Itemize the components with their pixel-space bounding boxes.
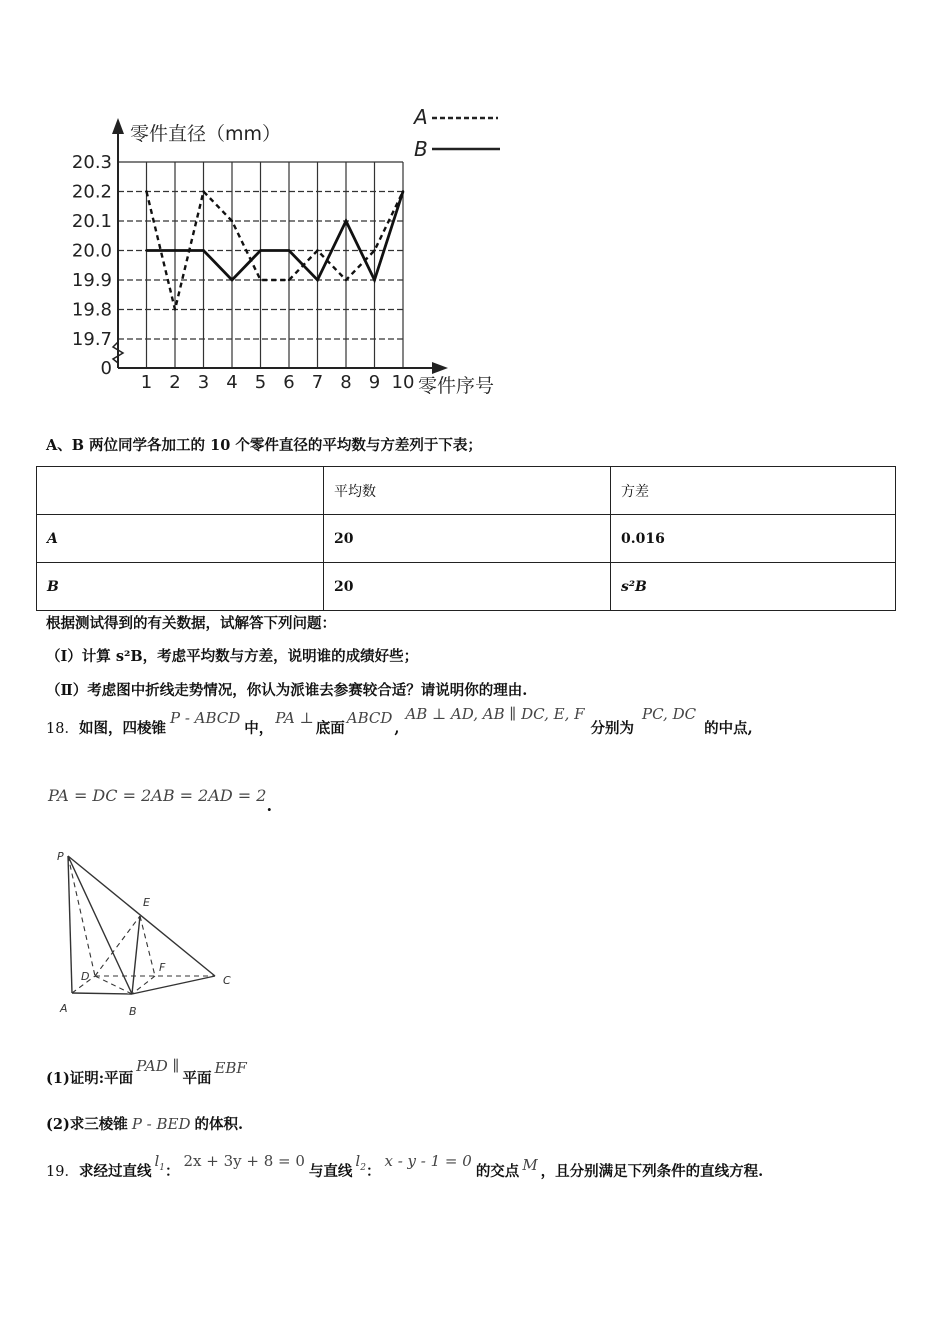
problem-number: 19．: [46, 1164, 79, 1180]
x-tick-label: 6: [283, 372, 295, 393]
table-row: [37, 563, 896, 611]
data-point-a: [288, 279, 290, 281]
table-header-cell: 平均数: [324, 467, 611, 515]
data-point-a: [174, 308, 176, 310]
table-cell: A: [37, 515, 324, 563]
text: 分别为: [590, 720, 635, 737]
text: 的交点: [475, 1163, 520, 1180]
pyramid-figure: [40, 840, 250, 1025]
text: 平面: [182, 1070, 212, 1087]
fig-label-p: P: [57, 850, 64, 863]
data-point-b: [231, 279, 233, 281]
question-line: 根据测试得到的有关数据，试解答下列问题：: [46, 615, 336, 632]
y-tick-label: 0: [100, 358, 112, 379]
data-point-a: [145, 190, 147, 192]
text: (1)证明:平面: [46, 1070, 134, 1087]
x-axis-arrow-icon: [432, 362, 448, 374]
data-point-b: [316, 279, 318, 281]
text: 底面: [315, 720, 345, 737]
math: l: [355, 1152, 361, 1170]
math: EBF: [214, 1059, 247, 1077]
intro-text: A、B 两位同学各加工的 10 个零件直径的平均数与方差列于下表；: [46, 437, 482, 454]
x-tick-label: 4: [226, 372, 238, 393]
question-line: （Ⅰ）计算 s²B，考虑平均数与方差，说明谁的成绩好些；: [46, 648, 419, 665]
data-point-a: [373, 249, 375, 251]
data-point-b: [145, 249, 147, 251]
table-header-cell: [37, 467, 324, 515]
y-axis-label: 零件直径（mm）: [130, 123, 282, 145]
math-subscript: 2: [360, 1163, 366, 1173]
x-axis-label: 零件序号: [418, 375, 495, 397]
x-tick-label: 10: [391, 372, 415, 393]
data-point-a: [316, 249, 318, 251]
x-tick-label: 2: [169, 372, 181, 393]
fig-label-c: C: [223, 974, 231, 987]
data-point-b: [373, 279, 375, 281]
math: x - y - 1 = 0: [384, 1152, 472, 1170]
fig-label-d: D: [81, 970, 90, 983]
y-tick-label: 19.8: [71, 299, 112, 321]
data-point-b: [345, 220, 347, 222]
legend-label-a: A: [414, 105, 428, 129]
x-tick-label: 9: [368, 372, 381, 393]
data-point-b: [288, 249, 290, 251]
text: ,: [394, 720, 400, 737]
math: P - BED: [131, 1115, 191, 1133]
math: 2x + 3y + 8 = 0: [183, 1152, 305, 1170]
text: 的中点,: [704, 720, 753, 737]
text: 如图，四棱锥: [78, 720, 166, 737]
table-row: [37, 515, 896, 563]
data-point-b: [174, 249, 176, 251]
y-tick-label: 19.9: [71, 270, 112, 291]
table-cell: 20: [324, 563, 611, 611]
y-tick-label: 20.3: [71, 152, 112, 173]
x-tick-label: 1: [140, 372, 153, 393]
text: 中，: [244, 720, 274, 737]
math: PAD ∥: [136, 1057, 180, 1075]
data-point-b: [259, 249, 261, 251]
math: P - ABCD: [169, 709, 241, 727]
text: ，且分别满足下列条件的直线方程.: [540, 1163, 764, 1180]
text: ：: [365, 1163, 381, 1180]
y-tick-label: 20.2: [71, 181, 112, 203]
y-tick-label: 20.1: [71, 211, 112, 232]
math: PA = DC = 2AB = 2AD = 2: [48, 786, 267, 805]
fig-label-a: A: [60, 1002, 68, 1015]
table-cell: 20: [324, 515, 611, 563]
math: [154, 1152, 165, 1173]
text: (2)求三棱锥: [46, 1116, 128, 1133]
problem-number: 18．: [46, 721, 79, 737]
math: PC, DC: [642, 705, 697, 723]
problem-18-line1: [46, 705, 753, 739]
table-cell: s²B: [611, 563, 896, 611]
data-point-a: [345, 279, 347, 281]
table-cell: B: [37, 563, 324, 611]
fig-label-f: F: [159, 961, 166, 974]
data-point-b: [402, 190, 404, 192]
data-point-a: [259, 279, 261, 281]
math: ABCD: [346, 709, 393, 727]
stats-table: [36, 466, 896, 611]
problem-18-part2: [46, 1114, 243, 1135]
question-line: （Ⅱ）考虑图中折线走势情况，你认为派谁去参赛较合适？请说明你的理由.: [46, 682, 528, 699]
data-point-a: [202, 190, 204, 192]
data-point-a: [231, 220, 233, 222]
chart-axes: [112, 118, 448, 374]
fig-label-e: E: [143, 896, 150, 909]
data-point-b: [202, 249, 204, 251]
x-tick-label: 8: [340, 372, 352, 393]
table-cell: 0.016: [611, 515, 896, 563]
legend-label-b: B: [414, 137, 428, 161]
line-chart: [0, 0, 560, 410]
text: 的体积.: [194, 1116, 244, 1133]
math: [355, 1152, 366, 1173]
table-header-row: [37, 467, 896, 515]
math: PA ⊥: [275, 709, 314, 727]
x-tick-label: 7: [311, 372, 324, 393]
text: .: [266, 796, 273, 815]
text: ：: [165, 1163, 180, 1180]
y-tick-label: 19.7: [71, 329, 112, 350]
math: AB ⊥ AD, AB ∥ DC, E, F: [405, 705, 585, 723]
text: 求经过直线: [78, 1163, 152, 1180]
math-subscript: 1: [159, 1163, 165, 1173]
x-tick-label: 3: [197, 372, 210, 393]
fig-label-b: B: [129, 1005, 137, 1018]
chart-legend: [412, 105, 500, 161]
x-tick-label: 5: [254, 372, 267, 393]
problem-18-part1: [46, 1057, 250, 1089]
y-tick-label: 20.0: [71, 240, 112, 262]
table-header-cell: 方差: [611, 467, 896, 515]
y-axis-arrow-icon: [112, 118, 124, 134]
math: M: [522, 1156, 538, 1174]
text: 与直线: [308, 1163, 353, 1180]
math: l: [154, 1152, 160, 1170]
problem-18-equation: [48, 786, 273, 815]
problem-19: [46, 1152, 764, 1188]
